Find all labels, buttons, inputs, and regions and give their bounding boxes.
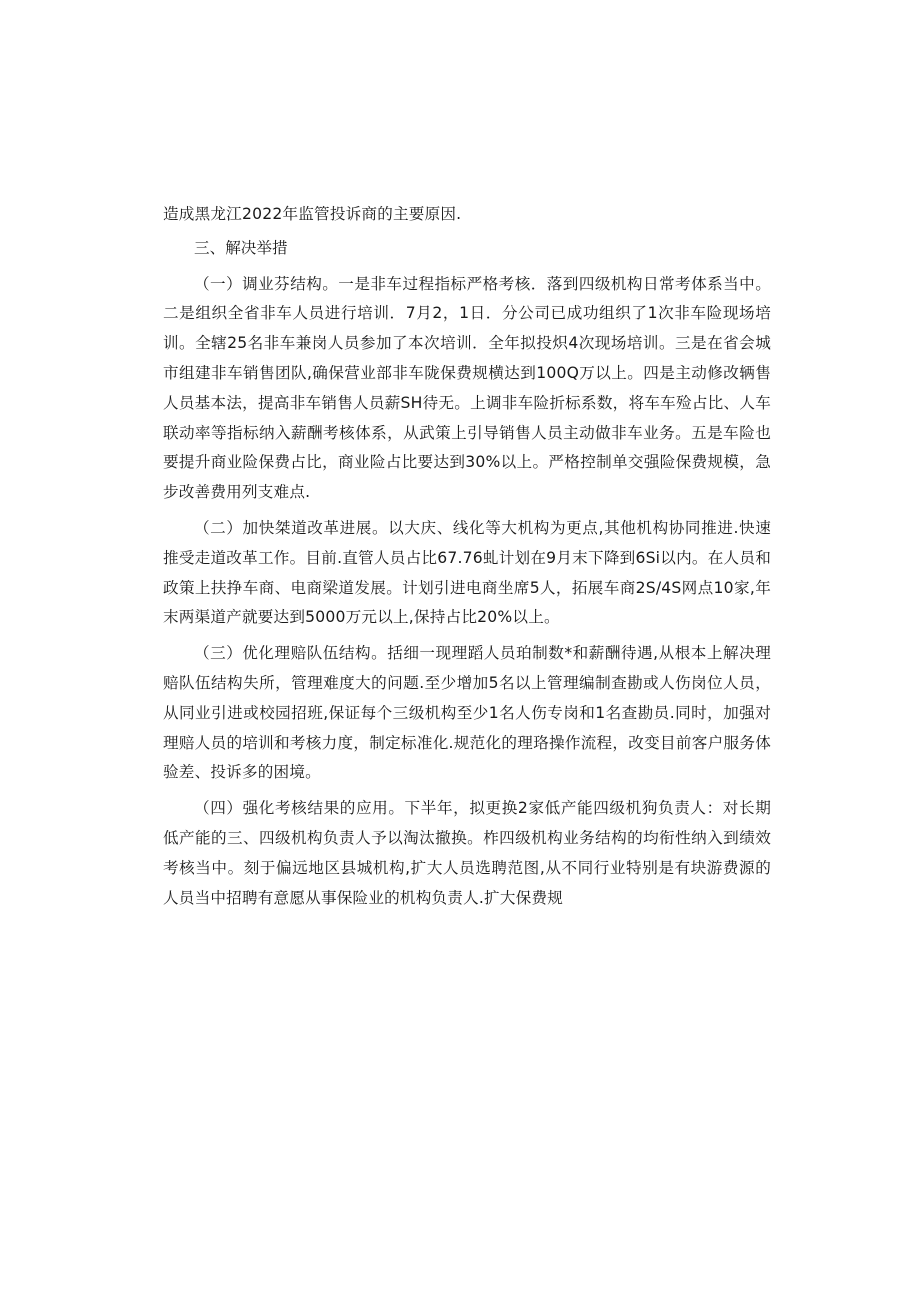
paragraph-2: （二）加快桀道改革进展。以大庆、线化等大机构为更点,其他机构协同推进.快速推受走道改革工作。目前.直管人员占比67.76虬计划在9月末下降到6Si以内。在人员和政策上扶挣车商、电商梁道发展。计划引进电商坐席5人，拓展车商2S/4S网点10家,年末两渠道产就要达到5000万元以上,保持占比20%以上。 — [163, 518, 771, 627]
intro-line: 造成黑龙江2022年监管投诉商的主要原因. — [163, 205, 462, 223]
paragraph-4: （四）强化考核结果的应用。下半年，拟更换2家低产能四级机狗负责人：对长期低产能的三、四级机构负责人予以淘汰撤换。柞四级机构业务结构的均衔性纳入到绩效考核当中。刻于偏远地区县城机构,扩大人员选聘范图,从不同行业特别是有块游费源的人员当中招聘有意愿从事保险业的机构负责人.扩大保费规 — [163, 799, 771, 907]
paragraph-3: （三）优化理赔队伍结构。括细一现理蹈人员珀制数*和薪酬待遇,从根本上解决理赔队伍结构失所，管理难度大的问题.至少增加5名以上管理编制查勘或人伤岗位人员，从同业引进或校园招班,保证每个三级机构至少1名人伤专岗和1名查勘员.同时，加强对理赔人员的培训和考核力度，制定标准化.规范化的理珞操作流程，改变目前客户服务体验差、投诉多的困境。 — [163, 644, 771, 782]
document-body — [163, 200, 771, 913]
paragraph-1: （一）调业芬结构。一是非车过程指标严格考核．落到四级机构日常考体系当中。二是组织全省非车人员进行培训．7月2，1日．分公司已成功组织了1次非车险现场培训。全辖25名非车兼岗人员参加了本次培训．全年拟投炽4次现场培训。三是在省会城市组建非车销售团队,确保营业部非车陇保费规横达到100Q万以上。四是主动修改辆售人员基本法，提高非车销售人员薪SH待无。上调非车险折标系数，将车车殓占比、人车联动率等指标纳入薪酬考核体系，从武策上引导销售人员主动做非车业务。五是车险也要提升商业险保费占比，商业险占比要达到30%以上。严格控制单交强险保费规模，急步改善费用列支难点. — [163, 274, 771, 502]
section-heading: 三、解决举措 — [194, 238, 288, 257]
